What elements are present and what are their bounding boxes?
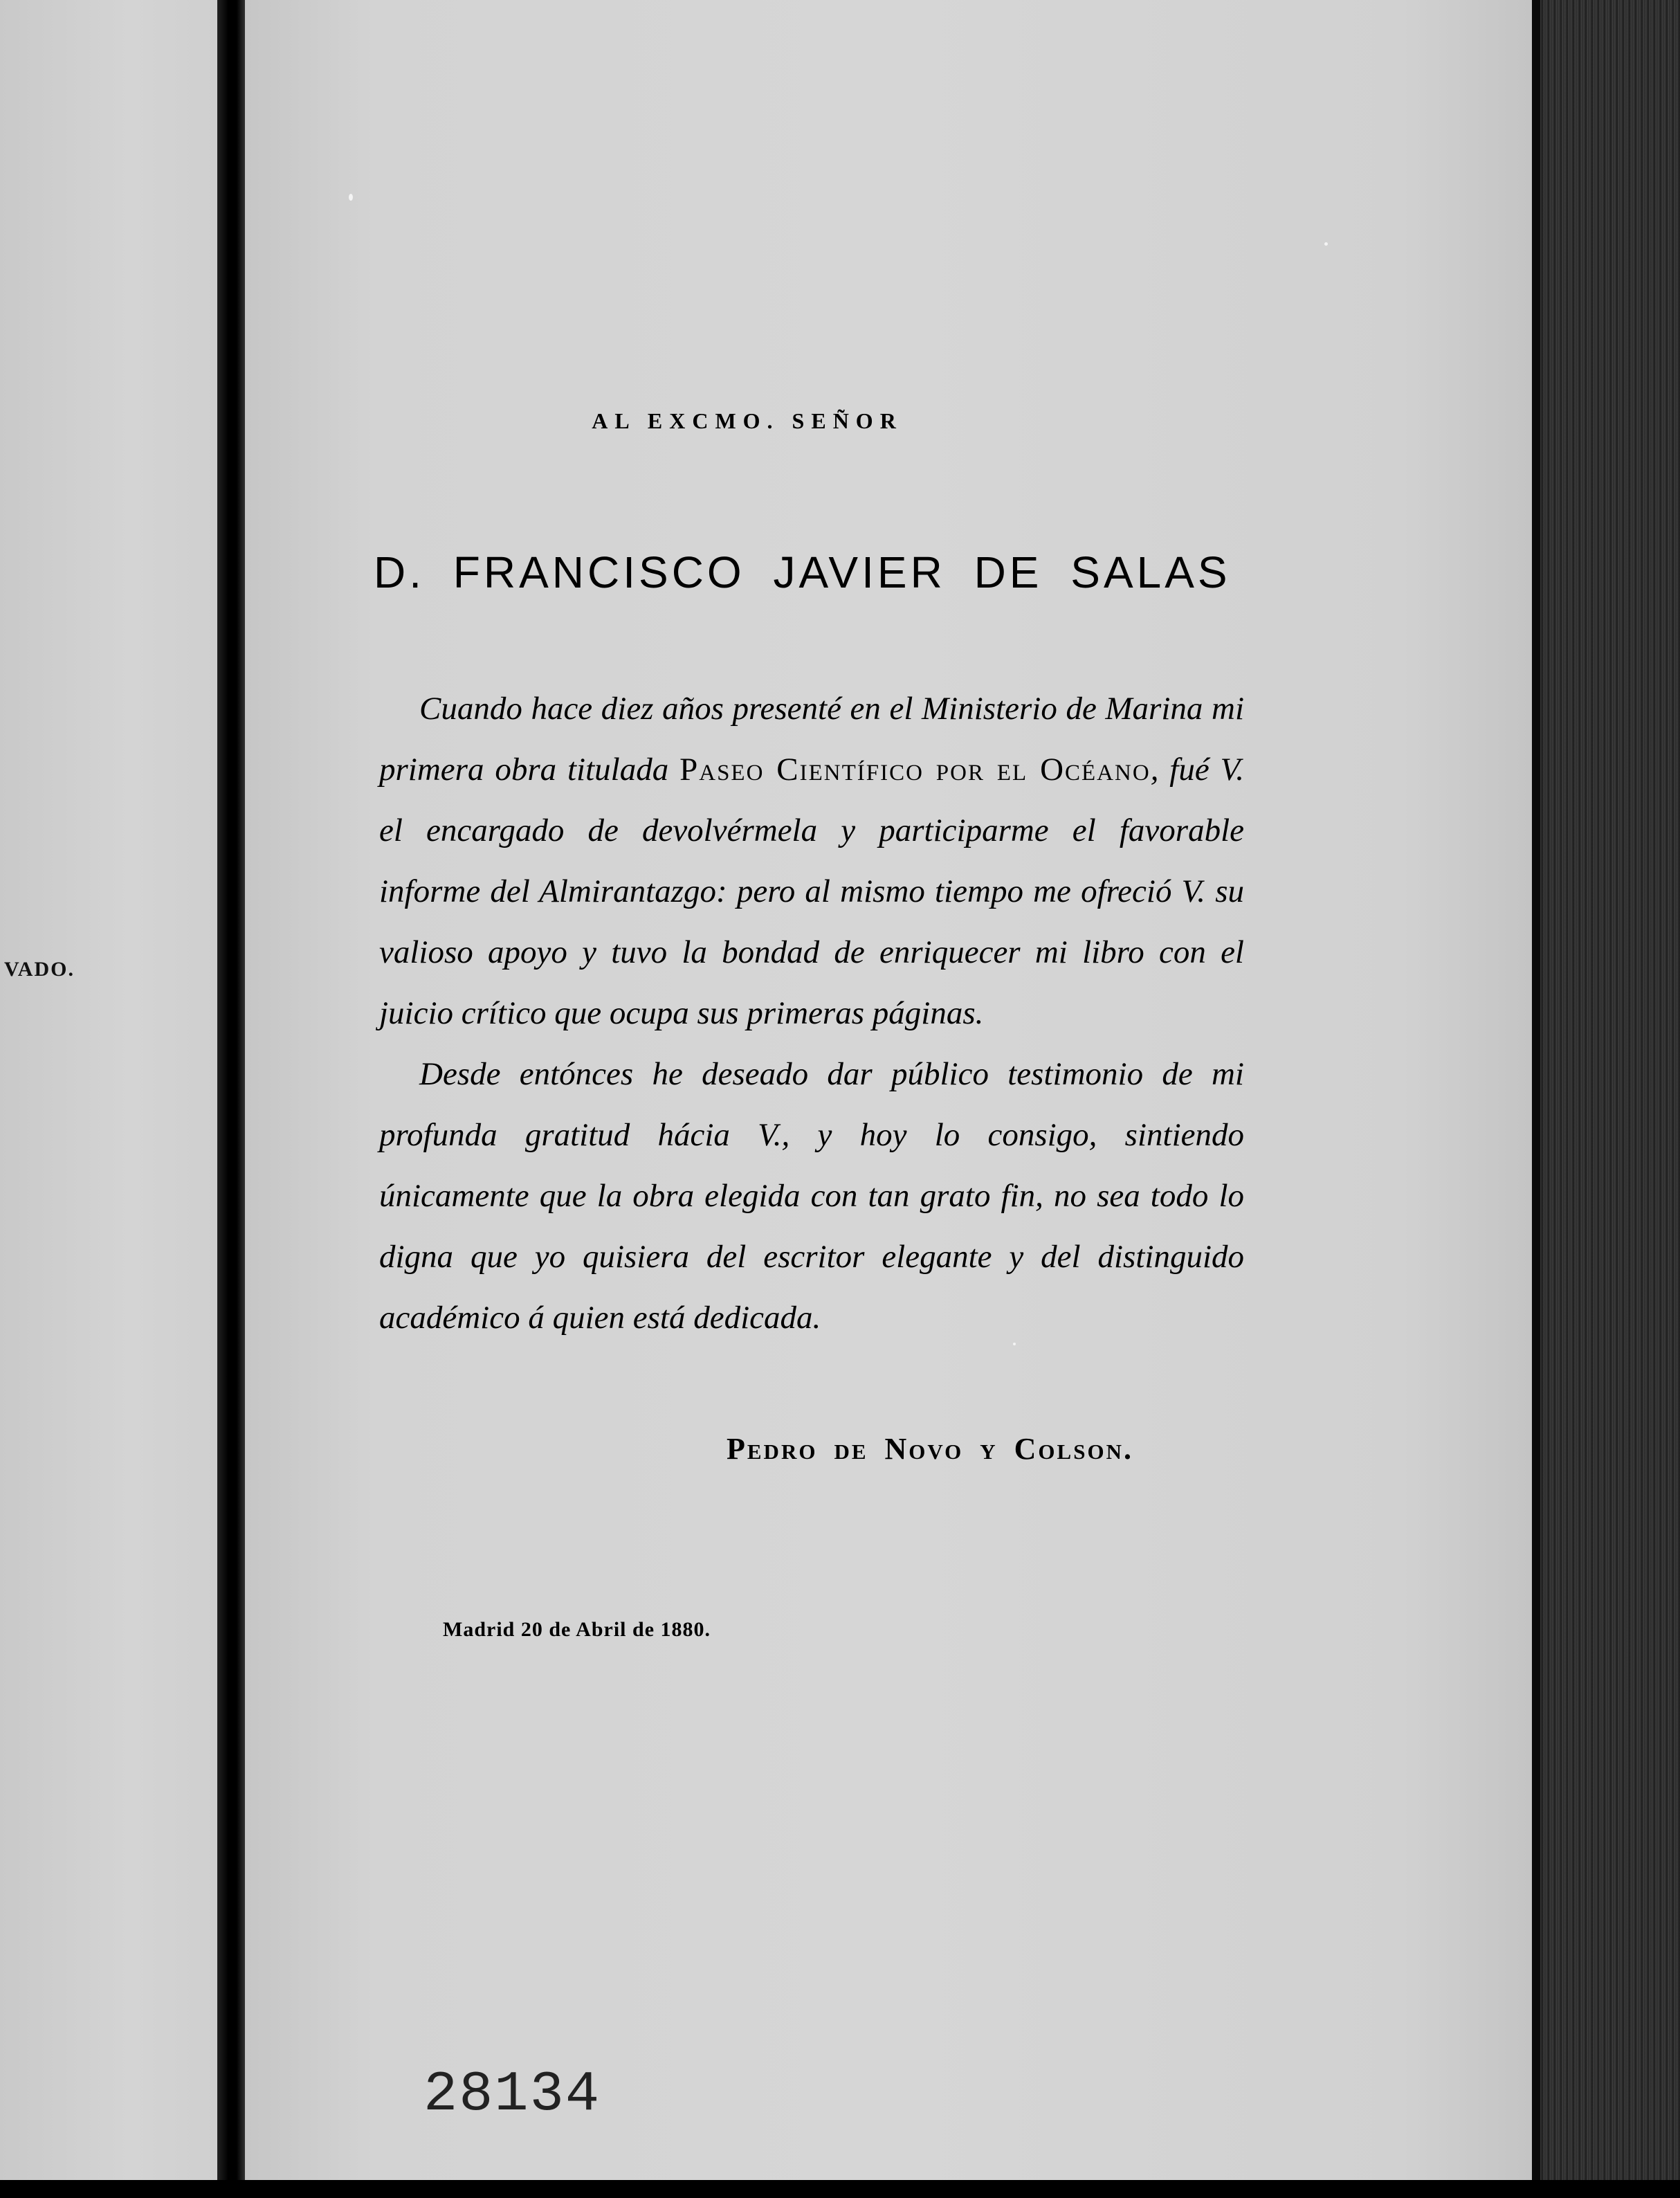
letter-text: , fué V. el encargado de devolvérmela y participarme el favorable informe del Almirantazgo: pero al mismo tiempo me ofreció V. su valioso apoyo y tuvo la bondad de enriquecer mi libro con el juicio crítico que ocupa sus primeras páginas. — [379, 752, 1245, 1031]
dedication-recipient: D. FRANCISCO JAVIER DE SALAS — [374, 547, 1231, 597]
dedication-salutation: AL EXCMO. SEÑOR — [592, 408, 903, 433]
book-fore-edge — [1532, 0, 1680, 2198]
letter-paragraph: Desde entónces he deseado dar público testimonio de mi profunda gratitud hácia V., y hoy lo consigo, sintiendo únicamente que la obra elegida con tan grato fin, no sea todo lo digna que yo quisiera del escritor elegante y del distinguido académico á quien está dedicada. — [379, 1056, 1244, 1336]
letter-paragraph — [379, 678, 1244, 1044]
book-gutter — [217, 0, 245, 2198]
previous-page — [0, 0, 217, 2198]
dedication-letter — [379, 678, 1244, 1348]
previous-page-text-fragment: VADO. — [4, 958, 75, 981]
scan-border — [0, 2180, 1680, 2198]
letter-text: Cuando hace diez años presenté en el Ministerio de Marina mi primera obra titulada — [379, 691, 1244, 788]
paper-speck — [349, 194, 353, 201]
book-title: Paseo Científico por el Océano — [679, 752, 1151, 788]
paper-speck — [1324, 242, 1328, 246]
author-signature: Pedro de Novo y Colson. — [727, 1432, 1133, 1466]
library-accession-number: 28134 — [423, 2062, 601, 2127]
place-and-date: Madrid 20 de Abril de 1880. — [443, 1618, 711, 1641]
book-fore-edge-shadow — [1532, 0, 1540, 2198]
